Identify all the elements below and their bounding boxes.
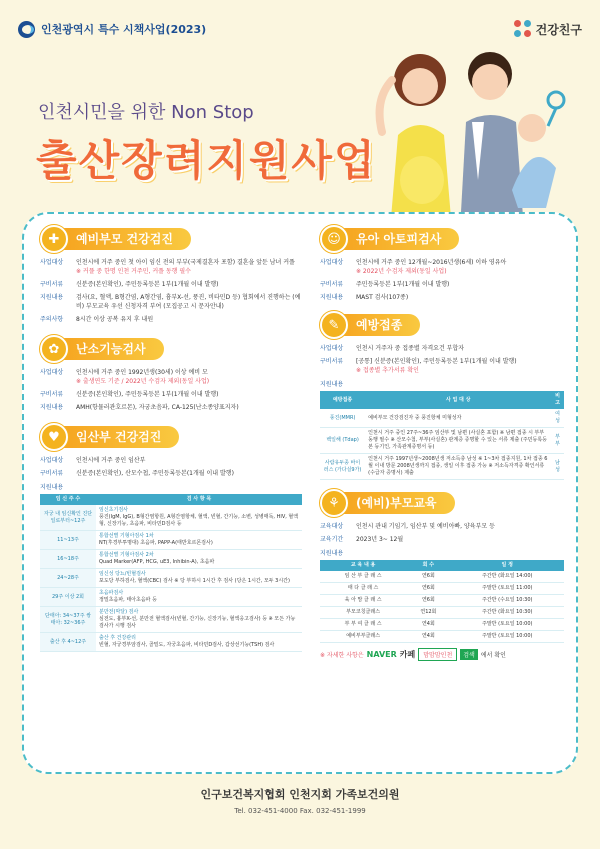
family-illustration bbox=[360, 40, 580, 230]
exam-cell bbox=[96, 607, 302, 633]
period-cell: 29주 이상 2회 bbox=[40, 588, 96, 607]
partner-text: 건강친구 bbox=[535, 22, 582, 37]
footer bbox=[0, 786, 600, 815]
table-row bbox=[40, 550, 302, 569]
info-row bbox=[40, 293, 302, 311]
section-title: (예비)부모교육 bbox=[332, 492, 455, 514]
row-value: 신분증(본인확인), 산모수첩, 주민등록등본(1개월 이내 발행) bbox=[76, 470, 234, 477]
row-key: 주의사항 bbox=[40, 316, 64, 323]
info-row bbox=[320, 535, 564, 544]
row-value: MAST 검사(107종) bbox=[356, 294, 409, 301]
class-schedule-cell: 주간반 (화요일 10:30) bbox=[451, 607, 565, 619]
class-schedule-cell: 주말반 (토요일 11:00) bbox=[451, 583, 565, 595]
exam-cell bbox=[96, 569, 302, 588]
row-key: 사업대상 bbox=[40, 369, 64, 376]
row-value: 8시간 이상 공복 유지 후 내원 bbox=[76, 316, 154, 323]
section-education-header bbox=[320, 492, 564, 514]
info-row bbox=[40, 280, 302, 289]
section-atopy-body bbox=[320, 258, 564, 302]
table-header-row bbox=[320, 560, 564, 571]
class-name-cell: 부모코칭클래스 bbox=[320, 607, 406, 619]
right-column bbox=[320, 228, 564, 661]
row-key: 구비서류 bbox=[320, 358, 344, 365]
row-key: 사업대상 bbox=[40, 457, 64, 464]
class-count-cell: 연4회 bbox=[406, 631, 450, 643]
class-count-cell: 연4회 bbox=[406, 619, 450, 631]
info-row bbox=[40, 456, 302, 465]
exam-cell bbox=[96, 550, 302, 569]
baby-icon: ☺ bbox=[320, 225, 348, 253]
hero-title: 출산장려지원사업 bbox=[36, 136, 377, 185]
row-value: 2023년 3~ 12월 bbox=[356, 536, 404, 543]
hero bbox=[0, 58, 600, 198]
education-table bbox=[320, 560, 564, 643]
column-header: 예방접종 bbox=[320, 391, 365, 409]
class-count-cell: 연6회 bbox=[406, 583, 450, 595]
table-row bbox=[40, 505, 302, 531]
table-row bbox=[40, 531, 302, 550]
section-education-body bbox=[320, 522, 564, 661]
class-name-cell: 예비부부클래스 bbox=[320, 631, 406, 643]
period-cell: 단태아: 34~37주 쌍태아: 32~36주 bbox=[40, 607, 96, 633]
row-value: 주민등록등본 1부(1개월 이내 발행) bbox=[356, 281, 450, 288]
footer-organization: 인구보건복지협회 인천지회 가족보건의원 bbox=[200, 788, 400, 801]
row-key: 구비서류 bbox=[320, 281, 344, 288]
table-body bbox=[320, 409, 564, 480]
info-row bbox=[40, 469, 302, 478]
section-premarital-header bbox=[40, 228, 302, 250]
section-title: 예비부모 건강검진 bbox=[52, 228, 191, 250]
row-value bbox=[76, 258, 302, 276]
class-name-cell: 육 아 맘 클 래 스 bbox=[320, 595, 406, 607]
row-key: 교육기간 bbox=[320, 536, 344, 543]
table-body bbox=[40, 505, 302, 652]
row-note: ※ 2022년 수검자 제외(동일 사업) bbox=[356, 268, 447, 275]
info-row bbox=[40, 258, 302, 276]
exam-detail: Quad Marker(AFP, HCG, uE3, Inhibin-A), 초음파 bbox=[99, 559, 215, 565]
table-row bbox=[320, 409, 564, 428]
section-ovarian-body bbox=[40, 368, 302, 412]
exam-title: 통합선별 기형아검사 2차 bbox=[99, 552, 154, 558]
exam-detail: 포도당 부하검사, 혈액(CBC) 검사 ※ 당 부하시 1시간 후 검사 (당은 1시간, 모두 3시간) bbox=[99, 578, 290, 584]
class-name-cell: 임 산 부 클 래 스 bbox=[320, 571, 406, 583]
column-header: 임 신 주 수 bbox=[40, 494, 96, 505]
vaccine-remark-cell: 부부 bbox=[551, 428, 564, 454]
support-label: 지원내용 bbox=[40, 484, 64, 491]
section-title: 예방접종 bbox=[332, 314, 420, 336]
table-row bbox=[320, 607, 564, 619]
exam-detail: 심전도, 흉부X-선, 분만전 혈액검사(빈혈, 간기능, 신장기능, 혈액응고검사) 등 ※ 모든 가능 검사가 시행 검사 bbox=[99, 616, 296, 629]
table-body bbox=[320, 571, 564, 643]
table-row bbox=[320, 583, 564, 595]
row-key: 지원내용 bbox=[40, 294, 64, 301]
row-value: AMH(항뮬러관호르몬), 자궁초음파, CA-125(난소종양표지자) bbox=[76, 404, 239, 411]
period-cell: 11~13주 bbox=[40, 531, 96, 550]
column-header: 일 정 bbox=[451, 560, 565, 571]
vaccine-remark-cell: 남성 bbox=[551, 454, 564, 480]
period-cell: 자궁 내 임신확인 진단일로부터~12주 bbox=[40, 505, 96, 531]
exam-title: 초음파검사 bbox=[99, 590, 124, 596]
section-title: 난소기능검사 bbox=[52, 338, 164, 360]
exam-title: 분만전(막달) 검사 bbox=[99, 609, 139, 615]
row-text: [공통] 신분증(본인확인), 주민등록등본 1부(1개월 이내 발행) bbox=[356, 358, 517, 365]
section-vaccine-body bbox=[320, 344, 564, 480]
brand bbox=[18, 21, 206, 38]
clipboard-icon: ✚ bbox=[40, 225, 68, 253]
row-note: ※ 커플 중 한명 인천 거주민, 커플 동행 필수 bbox=[76, 268, 191, 275]
vaccine-name-cell: 사람유두종 바이러스 (가다실9가) bbox=[320, 454, 365, 480]
exam-cell bbox=[96, 588, 302, 607]
table-row bbox=[40, 588, 302, 607]
search-button: 검색 bbox=[460, 649, 478, 660]
row-key: 구비서류 bbox=[40, 281, 64, 288]
period-cell: 출산 후 4~12주 bbox=[40, 633, 96, 652]
section-ovarian-header bbox=[40, 338, 302, 360]
info-row bbox=[320, 293, 564, 302]
row-value: 검사(요, 혈액, B형간염, A형간염, 흉부X-선, 풍진, 비타민D 등) 협회에서 진행하는 (예비) 부모교육 우선 신청자격 부여 (모집공고 시 문자안내) bbox=[76, 294, 301, 310]
row-text: 인천시에 거주 중인 1992년생(30세) 이상 예비 모 bbox=[76, 369, 208, 376]
exam-title: 출산 후 건강관리 bbox=[99, 635, 136, 641]
row-key: 지원내용 bbox=[320, 294, 344, 301]
search-term: 맘맘맘인천 bbox=[418, 648, 457, 661]
info-row bbox=[40, 403, 302, 412]
class-count-cell: 연6회 bbox=[406, 571, 450, 583]
exam-cell bbox=[96, 531, 302, 550]
vaccine-name-cell: 백일해 (Tdap) bbox=[320, 428, 365, 454]
content-card bbox=[22, 212, 578, 774]
row-text: 인천시에 거주 중인 12개월~2016년생(6세) 이하 영유아 bbox=[356, 259, 507, 266]
row-key: 지원내용 bbox=[40, 404, 64, 411]
exam-title: 임신성 당뇨/빈혈검사 bbox=[99, 571, 146, 577]
table-row bbox=[40, 633, 302, 652]
info-row bbox=[320, 357, 564, 375]
class-schedule-cell: 주간반 (수요일 10:30) bbox=[451, 595, 565, 607]
support-label: 지원내용 bbox=[320, 550, 344, 557]
exam-cell bbox=[96, 505, 302, 531]
section-pregnant-body bbox=[40, 456, 302, 652]
class-schedule-cell: 주말반 (토요일 10:00) bbox=[451, 619, 565, 631]
exam-title: 통합선별 기형아검사 1차 bbox=[99, 533, 154, 539]
row-value bbox=[76, 368, 302, 386]
section-atopy-header bbox=[320, 228, 564, 250]
column-header: 사 업 대 상 bbox=[365, 391, 551, 409]
info-row bbox=[320, 258, 564, 276]
column-header: 검 사 항 목 bbox=[96, 494, 302, 505]
family-icon: ⚘ bbox=[320, 489, 348, 517]
table-row bbox=[320, 619, 564, 631]
flower-icon: ✿ bbox=[40, 335, 68, 363]
partner-logo-icon bbox=[514, 20, 532, 38]
vaccine-target-cell: 인천시 거주 중인 27주~36주 임산부 및 남편 (사실혼 포함) ※ 남편 접종 시 부부 동행 필수 ※ 산모수첩, 부부(사실혼) 관계증 증명할 수 있는 서류 제출 (주민등록등본 등기인, 가족관계증명서 등) bbox=[365, 428, 551, 454]
row-key: 교육대상 bbox=[320, 523, 344, 530]
row-key: 구비서류 bbox=[40, 470, 64, 477]
column-header: 비고 bbox=[551, 391, 564, 409]
incheon-logo-icon bbox=[18, 21, 35, 38]
left-column bbox=[40, 228, 302, 652]
column-header: 회 수 bbox=[406, 560, 450, 571]
vaccine-remark-cell: 여성 bbox=[551, 409, 564, 428]
info-row bbox=[320, 522, 564, 531]
row-key: 사업대상 bbox=[40, 259, 64, 266]
row-value: 인천시 관내 기임기, 임산부 및 예비아빠, 양육부모 등 bbox=[356, 523, 495, 530]
table-header-row bbox=[40, 494, 302, 505]
info-row bbox=[40, 390, 302, 399]
column-header: 교 육 내 용 bbox=[320, 560, 406, 571]
class-schedule-cell: 주말반 (토요일 10:00) bbox=[451, 631, 565, 643]
table-row bbox=[320, 428, 564, 454]
info-suffix: 에서 확인 bbox=[480, 652, 506, 659]
exam-detail: NT(후경부투명대) 초음파, PAPP-A(태반호르몬검사) bbox=[99, 540, 213, 546]
vaccine-table bbox=[320, 391, 564, 480]
table-row bbox=[320, 571, 564, 583]
row-key: 사업대상 bbox=[320, 345, 344, 352]
row-note: ※ 출생연도 기준 / 2022년 수검자 제외(동일 사업) bbox=[76, 378, 210, 385]
exam-cell bbox=[96, 633, 302, 652]
section-pregnant-header bbox=[40, 426, 302, 448]
vaccine-target-cell: 인천시 거주 1997년생~2008년생 저소득층 남성 ※ 1~3차 접종지원, 1차 접종 6월 이내 방문 2008년생까지 접종, 생일 이후 접종 가능 ※ 저소득자격증 확인서류(수급자 증명서) 제출 bbox=[365, 454, 551, 480]
class-name-cell: 부 부 여 클 래 스 bbox=[320, 619, 406, 631]
vaccine-name-cell: 풍진(MMR) bbox=[320, 409, 365, 428]
row-text: 인천시에 거주 중인 첫 아이 임신 전의 부부(국제결혼자 포함) 결혼을 앞둔 남녀 커플 bbox=[76, 259, 295, 266]
table-row bbox=[320, 631, 564, 643]
naver-cafe-info bbox=[320, 648, 564, 661]
footer-contact: Tel. 032-451-4000 Fax. 032-451-1999 bbox=[234, 807, 366, 815]
cafe-label: 카페 bbox=[399, 650, 416, 659]
table-row bbox=[320, 454, 564, 480]
row-value bbox=[356, 357, 564, 375]
mother-icon: ♥ bbox=[40, 423, 68, 451]
section-title: 유아 아토피검사 bbox=[332, 228, 459, 250]
exam-detail: 풍진(IgM, IgG), B형간염항원, A형간염항체, 혈액, 빈혈, 간기능, 소변, 성병매독, HIV, 혈액형, 신장기능, 초음파, 비타민D검사 등 bbox=[99, 514, 299, 527]
table-row bbox=[40, 607, 302, 633]
row-value: 신분증(본인확인), 주민등록등본 1부(1개월 이내 발행) bbox=[76, 281, 219, 288]
exam-title: 임신초기검사 bbox=[99, 507, 128, 513]
info-row bbox=[320, 280, 564, 289]
period-cell: 16~18주 bbox=[40, 550, 96, 569]
support-label: 지원내용 bbox=[320, 381, 344, 388]
row-value: 인천시 거주자 중 접종별 자격요건 부합자 bbox=[356, 345, 465, 352]
info-row bbox=[40, 368, 302, 386]
table-row bbox=[320, 595, 564, 607]
info-prefix: ※ 자세한 사항은 bbox=[320, 652, 364, 659]
info-row bbox=[320, 344, 564, 353]
class-schedule-cell: 주간반 (화요일 14:00) bbox=[451, 571, 565, 583]
section-vaccine-header bbox=[320, 314, 564, 336]
row-value: 인천시에 거주 중인 임산부 bbox=[76, 457, 146, 464]
pregnancy-exam-table bbox=[40, 494, 302, 652]
period-cell: 24~28주 bbox=[40, 569, 96, 588]
table-header-row bbox=[320, 391, 564, 409]
section-title: 임산부 건강검진 bbox=[52, 426, 179, 448]
hero-subtitle: 인천시민을 위한 Non Stop bbox=[38, 102, 254, 123]
class-count-cell: 연6회 bbox=[406, 595, 450, 607]
brand-text: 인천광역시 특수 시책사업(2023) bbox=[41, 23, 207, 36]
row-value bbox=[356, 258, 564, 276]
class-count-cell: 연12회 bbox=[406, 607, 450, 619]
exam-detail: 정밀초음파, 태아초음파 등 bbox=[99, 597, 157, 603]
section-premarital-body bbox=[40, 258, 302, 324]
class-name-cell: 태 다 클 래 스 bbox=[320, 583, 406, 595]
partner-brand bbox=[514, 20, 582, 38]
row-note: ※ 접종별 추가서류 확인 bbox=[356, 367, 419, 374]
vaccine-target-cell: 예비부모 건강검진자 중 풍진항체 미형성자 bbox=[365, 409, 551, 428]
exam-detail: 빈혈, 자궁경부암검사, 골밀도, 자궁초음파, 비타민D검사, 갑상선기능(TSH) 검사 bbox=[99, 642, 275, 648]
naver-logo: NAVER bbox=[366, 650, 397, 659]
syringe-icon: ✎ bbox=[320, 311, 348, 339]
row-key: 구비서류 bbox=[40, 391, 64, 398]
table-row bbox=[40, 569, 302, 588]
row-key: 사업대상 bbox=[320, 259, 344, 266]
info-row bbox=[40, 315, 302, 324]
row-value: 신분증(본인확인), 주민등록등본 1부(1개월 이내 발행) bbox=[76, 391, 219, 398]
